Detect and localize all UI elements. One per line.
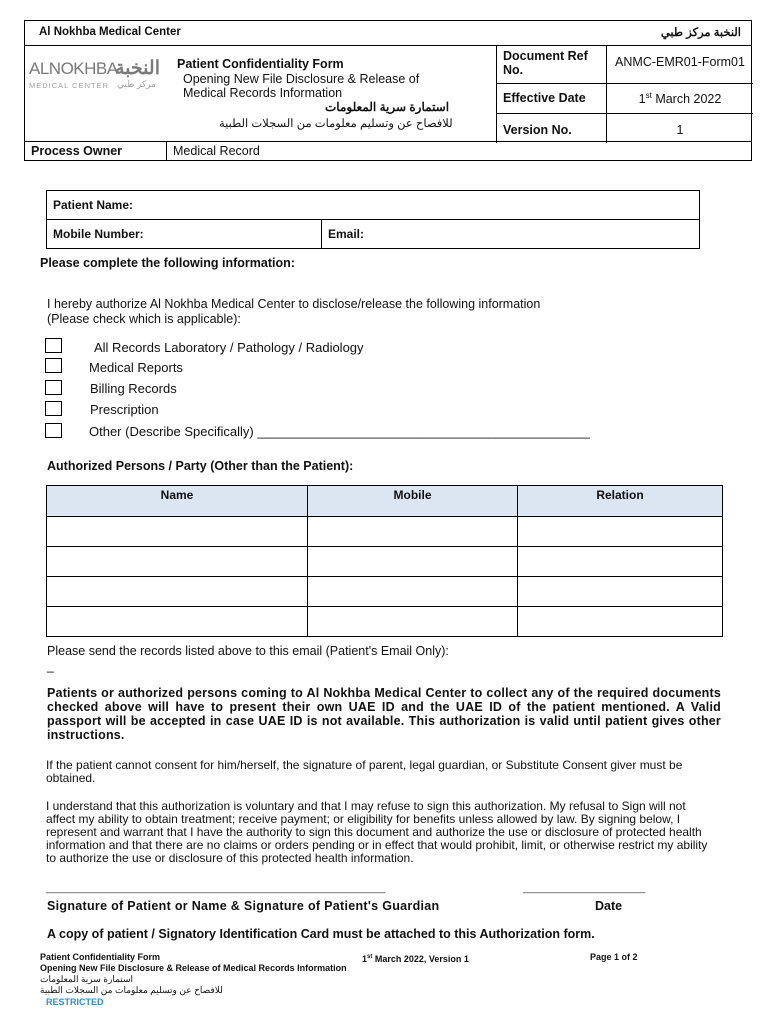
org-name-arabic: النخبة مركز طبي [660, 27, 741, 39]
classification-label: RESTRICTED [46, 997, 104, 1007]
authorize-line-1: I hereby authorize Al Nokhba Medical Center to disclose/release the following information [47, 297, 541, 311]
table-row [47, 577, 723, 607]
process-owner-label: Process Owner [31, 144, 123, 158]
email-label: Email: [328, 227, 365, 241]
name-cell[interactable] [47, 607, 308, 637]
process-owner-value: Medical Record [173, 144, 260, 158]
relation-cell[interactable] [518, 547, 723, 577]
footer-title-arabic: استمارة سرية المعلومات [40, 974, 134, 984]
footer-date-version: 1st March 2022, Version 1 [362, 954, 469, 964]
mobile-number-field[interactable] [47, 220, 322, 249]
table-row [47, 517, 723, 547]
voluntary-paragraph: I understand that this authorization is voluntary and that I may refuse to sign this authorization. My refusal to Sign will not affect my ability to obtain treatment; receive payment; or eligibility for benefits unless allowed by law. By signing below, I represent and warrant that I have the authority to sign this document and authorize the use or disclosure of protected health information and that there are no claims or orders pending or in effect that would prohibit, limit, or otherwise restrict my ability to authorize the use or disclosure of this protected health information. [46, 799, 708, 865]
signature-label: Signature of Patient or Name & Signature of Patient's Guardian [47, 899, 440, 913]
footer-title: Patient Confidentiality Form [40, 952, 161, 962]
option-medical-reports: Medical Reports [89, 360, 183, 375]
checkbox-all-records[interactable] [45, 338, 62, 353]
effective-date-row [497, 83, 753, 114]
relation-cell[interactable] [518, 577, 723, 607]
doc-ref-label-1: Document Ref [503, 49, 588, 63]
relation-cell[interactable] [518, 517, 723, 547]
email-field[interactable] [322, 220, 700, 249]
version-value: 1 [606, 113, 753, 143]
option-prescription: Prescription [90, 402, 159, 417]
doc-ref-value: ANMC-EMR01-Form01 [606, 45, 753, 83]
date-line[interactable]: ______________________ [523, 883, 646, 894]
form-subtitle-line-2: Medical Records Information [183, 86, 343, 100]
doc-ref-label-2: No. [503, 63, 524, 77]
option-other: Other (Describe Specifically) ______________________________________________ [89, 424, 590, 439]
footer-subtitle: Opening New File Disclosure & Release of Medical Records Information [40, 963, 347, 973]
patient-info-table [46, 190, 700, 249]
form-subtitle-arabic: للافصاح عن وتسليم معلومات من السجلات الطبية [219, 118, 453, 130]
option-all-records: All Records Laboratory / Pathology / Radiology [94, 340, 364, 355]
mobile-cell[interactable] [308, 577, 518, 607]
effective-date-value: 1st March 2022 [606, 83, 753, 113]
authorized-persons-table [46, 485, 723, 637]
patient-name-field[interactable] [47, 191, 700, 220]
send-records-text: Please send the records listed above to this email (Patient's Email Only): [47, 644, 449, 658]
mobile-number-label: Mobile Number: [53, 227, 144, 241]
mobile-cell[interactable] [308, 607, 518, 637]
version-row [497, 113, 753, 143]
doc-ref-row [497, 45, 753, 84]
consent-paragraph: If the patient cannot consent for him/herself, the signature of parent, legal guardian, or Substitute Consent giver must be obtained. [46, 758, 683, 785]
column-header-mobile: Mobile [308, 486, 518, 517]
form-title-arabic: استمارة سرية المعلومات [325, 100, 450, 114]
collection-notice: Patients or authorized persons coming to Al Nokhba Medical Center to collect any of the required documents checked above will have to present their own UAE ID and the UAE ID of the patient mentioned. A Valid passport will be accepted in case UAE ID is not available. This authorization is valid until patient gives other instructions. [47, 686, 721, 742]
option-billing-records: Billing Records [90, 381, 177, 396]
mobile-cell[interactable] [308, 517, 518, 547]
table-row [47, 607, 723, 637]
org-name: Al Nokhba Medical Center [39, 26, 181, 38]
signature-line[interactable]: _____________________________________________________________ [46, 883, 386, 894]
logo-subtext-arabic: مركز طبي [117, 79, 156, 89]
form-title: Patient Confidentiality Form [177, 57, 344, 71]
checkbox-billing-records[interactable] [45, 380, 62, 395]
mobile-cell[interactable] [308, 547, 518, 577]
name-cell[interactable] [47, 517, 308, 547]
logo-subtext: MEDICAL CENTER [29, 81, 109, 90]
table-row [47, 547, 723, 577]
column-header-name: Name [47, 486, 308, 517]
patient-name-label: Patient Name: [53, 198, 134, 212]
form-subtitle-line-1: Opening New File Disclosure & Release of [183, 72, 420, 86]
name-cell[interactable] [47, 577, 308, 607]
document-meta-table [496, 45, 753, 143]
logo-text-arabic: النخبة [115, 58, 160, 79]
name-cell[interactable] [47, 547, 308, 577]
send-records-blank[interactable]: _ [47, 659, 54, 673]
relation-cell[interactable] [518, 607, 723, 637]
process-owner-row [25, 141, 751, 160]
checkbox-other[interactable] [45, 423, 62, 438]
instructions-heading: Please complete the following information: [40, 256, 295, 270]
checkbox-prescription[interactable] [45, 401, 62, 416]
id-copy-notice: A copy of patient / Signatory Identification Card must be attached to this Authorization form. [47, 927, 595, 941]
date-label: Date [595, 899, 623, 913]
effective-date-label: Effective Date [503, 91, 586, 105]
header-top-bar [25, 21, 751, 46]
logo [29, 57, 167, 97]
authorized-persons-title: Authorized Persons / Party (Other than the Patient): [47, 459, 354, 473]
footer-page-number: Page 1 of 2 [590, 952, 638, 962]
document-header [24, 20, 752, 161]
logo-text: ALNOKHBA [29, 59, 118, 78]
authorize-line-2: (Please check which is applicable): [47, 312, 241, 326]
footer-left [40, 952, 347, 1008]
version-label: Version No. [503, 123, 572, 137]
footer-subtitle-arabic: للافصاح عن وتسليم معلومات من السجلات الطبية [40, 985, 223, 995]
checkbox-medical-reports[interactable] [45, 358, 62, 373]
column-header-relation: Relation [518, 486, 723, 517]
